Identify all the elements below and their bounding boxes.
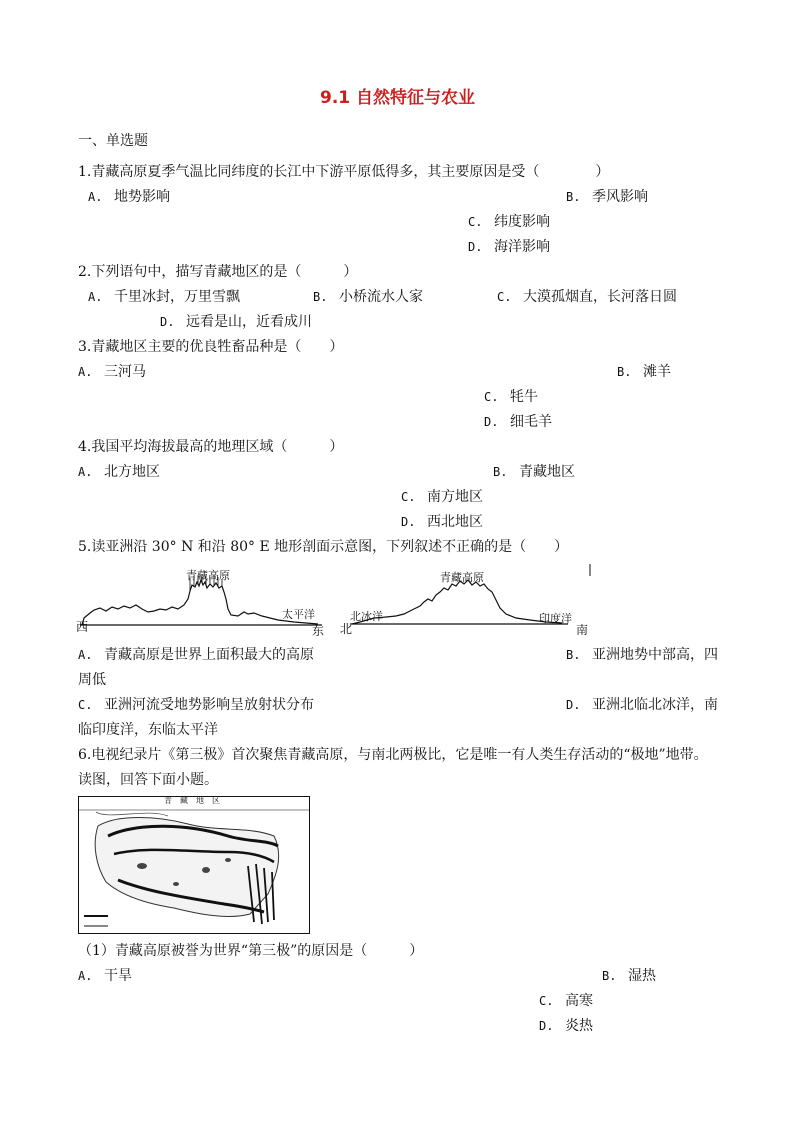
option-text: 湿热 — [628, 968, 656, 984]
q2-option-a[interactable] — [88, 288, 240, 306]
option-letter: A. — [78, 648, 93, 662]
option-letter: C. — [468, 215, 483, 229]
question-5-stem: 5.读亚洲沿 30° N 和沿 80° E 地形剖面示意图，下列叙述不正确的是（ ） — [78, 539, 569, 555]
option-text: 三河马 — [104, 364, 146, 380]
option-text: 亚洲地势中部高，四 — [592, 647, 718, 663]
page-title: 9.1 自然特征与农业 — [320, 88, 476, 108]
option-text: 亚洲北临北冰洋，南 — [592, 697, 718, 713]
option-letter: B. — [566, 190, 581, 204]
option-text: 青藏高原是世界上面积最大的高原 — [104, 647, 314, 663]
q3-option-c[interactable] — [484, 388, 538, 406]
profile-1-peak-label: 青藏高原 — [186, 569, 230, 582]
option-letter: D. — [566, 698, 581, 712]
option-text: 季风影响 — [592, 189, 648, 205]
option-text: 北方地区 — [104, 464, 160, 480]
q5-option-d[interactable] — [566, 696, 718, 714]
q5-option-a[interactable] — [78, 646, 314, 664]
option-text: 亚洲河流受地势影响呈放射状分布 — [104, 697, 314, 713]
q6-1-option-b[interactable] — [602, 967, 656, 985]
option-letter: B. — [602, 969, 617, 983]
option-letter: D. — [539, 1019, 554, 1033]
section-heading: 一、单选题 — [78, 133, 148, 149]
q2-option-c[interactable] — [497, 288, 677, 306]
q4-option-a[interactable] — [78, 463, 160, 481]
option-text: 地势影响 — [114, 189, 170, 205]
option-letter: D. — [484, 415, 499, 429]
option-text: 千里冰封，万里雪飘 — [114, 289, 240, 305]
profile-2-south-label: 南 — [576, 623, 589, 637]
q4-option-c[interactable] — [401, 488, 483, 506]
option-letter: B. — [617, 365, 632, 379]
option-text: 炎热 — [565, 1018, 593, 1034]
option-text: 远看是山，近看成川 — [186, 314, 312, 330]
q5-option-d-continued: 临印度洋，东临太平洋 — [78, 722, 218, 738]
q3-option-d[interactable] — [484, 413, 552, 431]
option-letter: A. — [88, 190, 103, 204]
question-2-stem: 2.下列语句中，描写青藏地区的是（ ） — [78, 264, 358, 280]
q6-1-option-a[interactable] — [78, 967, 132, 985]
question-6-stem-line-2: 读图，回答下面小题。 — [78, 772, 218, 788]
option-letter: C. — [484, 390, 499, 404]
qinghai-tibet-map — [78, 796, 310, 934]
q5-option-b-continued: 周低 — [78, 672, 106, 688]
option-text: 海洋影响 — [494, 239, 550, 255]
q4-option-d[interactable] — [401, 513, 483, 531]
question-6-1-stem: （1）青藏高原被誉为世界“第三极”的原因是（ ） — [78, 943, 424, 959]
profile-2-peak-label: 青藏高原 — [440, 571, 484, 584]
option-text: 干旱 — [104, 968, 132, 984]
profile-1-pacific-label: 太平洋 — [282, 608, 315, 621]
q4-option-b[interactable] — [493, 463, 575, 481]
q6-1-option-c[interactable] — [539, 992, 593, 1010]
option-text: 滩羊 — [643, 364, 671, 380]
option-letter: D. — [160, 315, 175, 329]
profile-1-west-label: 西 — [76, 620, 89, 634]
option-letter: B. — [566, 648, 581, 662]
question-4-stem: 4.我国平均海拔最高的地理区域（ ） — [78, 439, 344, 455]
profile-2-north-label: 北 — [340, 622, 353, 636]
option-text: 小桥流水人家 — [339, 289, 423, 305]
map-header: 青 藏 地 区 — [164, 796, 220, 805]
profile-2-arctic-label: 北冰洋 — [350, 610, 383, 623]
option-text: 大漠孤烟直，长河落日圆 — [523, 289, 677, 305]
option-letter: B. — [493, 465, 508, 479]
q5-option-b[interactable] — [566, 646, 718, 664]
option-letter: C. — [497, 290, 512, 304]
option-letter: B. — [313, 290, 328, 304]
q6-1-option-d[interactable] — [539, 1017, 593, 1035]
option-letter: D. — [468, 240, 483, 254]
option-letter: A. — [88, 290, 103, 304]
profile-2-indian-ocean-label: 印度洋 — [539, 612, 572, 625]
option-text: 纬度影响 — [494, 214, 550, 230]
profile-1-east-label: 东 — [312, 624, 325, 638]
q1-option-b[interactable] — [566, 188, 648, 206]
option-letter: C. — [539, 994, 554, 1008]
q1-option-a[interactable] — [88, 188, 170, 206]
option-letter: C. — [78, 698, 93, 712]
option-text: 西北地区 — [427, 514, 483, 530]
question-3-stem: 3.青藏地区主要的优良牲畜品种是（ ） — [78, 339, 344, 355]
option-letter: D. — [401, 515, 416, 529]
question-6-stem: 6.电视纪录片《第三极》首次聚焦青藏高原，与南北两极比，它是唯一有人类生存活动的“极地”地带。 — [78, 747, 708, 763]
q3-option-a[interactable] — [78, 363, 146, 381]
q2-option-b[interactable] — [313, 288, 423, 306]
option-text: 牦牛 — [510, 389, 538, 405]
option-letter: C. — [401, 490, 416, 504]
q5-option-c[interactable] — [78, 696, 314, 714]
option-text: 细毛羊 — [510, 414, 552, 430]
question-1-stem: 1.青藏高原夏季气温比同纬度的长江中下游平原低得多，其主要原因是受（ ） — [78, 164, 610, 180]
option-text: 高寒 — [565, 993, 593, 1009]
option-letter: A. — [78, 969, 93, 983]
q2-option-d[interactable] — [160, 313, 312, 331]
option-text: 青藏地区 — [519, 464, 575, 480]
q3-option-b[interactable] — [617, 363, 671, 381]
q1-option-c[interactable] — [468, 213, 550, 231]
option-letter: A. — [78, 465, 93, 479]
q1-option-d[interactable] — [468, 238, 550, 256]
option-text: 南方地区 — [427, 489, 483, 505]
option-letter: A. — [78, 365, 93, 379]
